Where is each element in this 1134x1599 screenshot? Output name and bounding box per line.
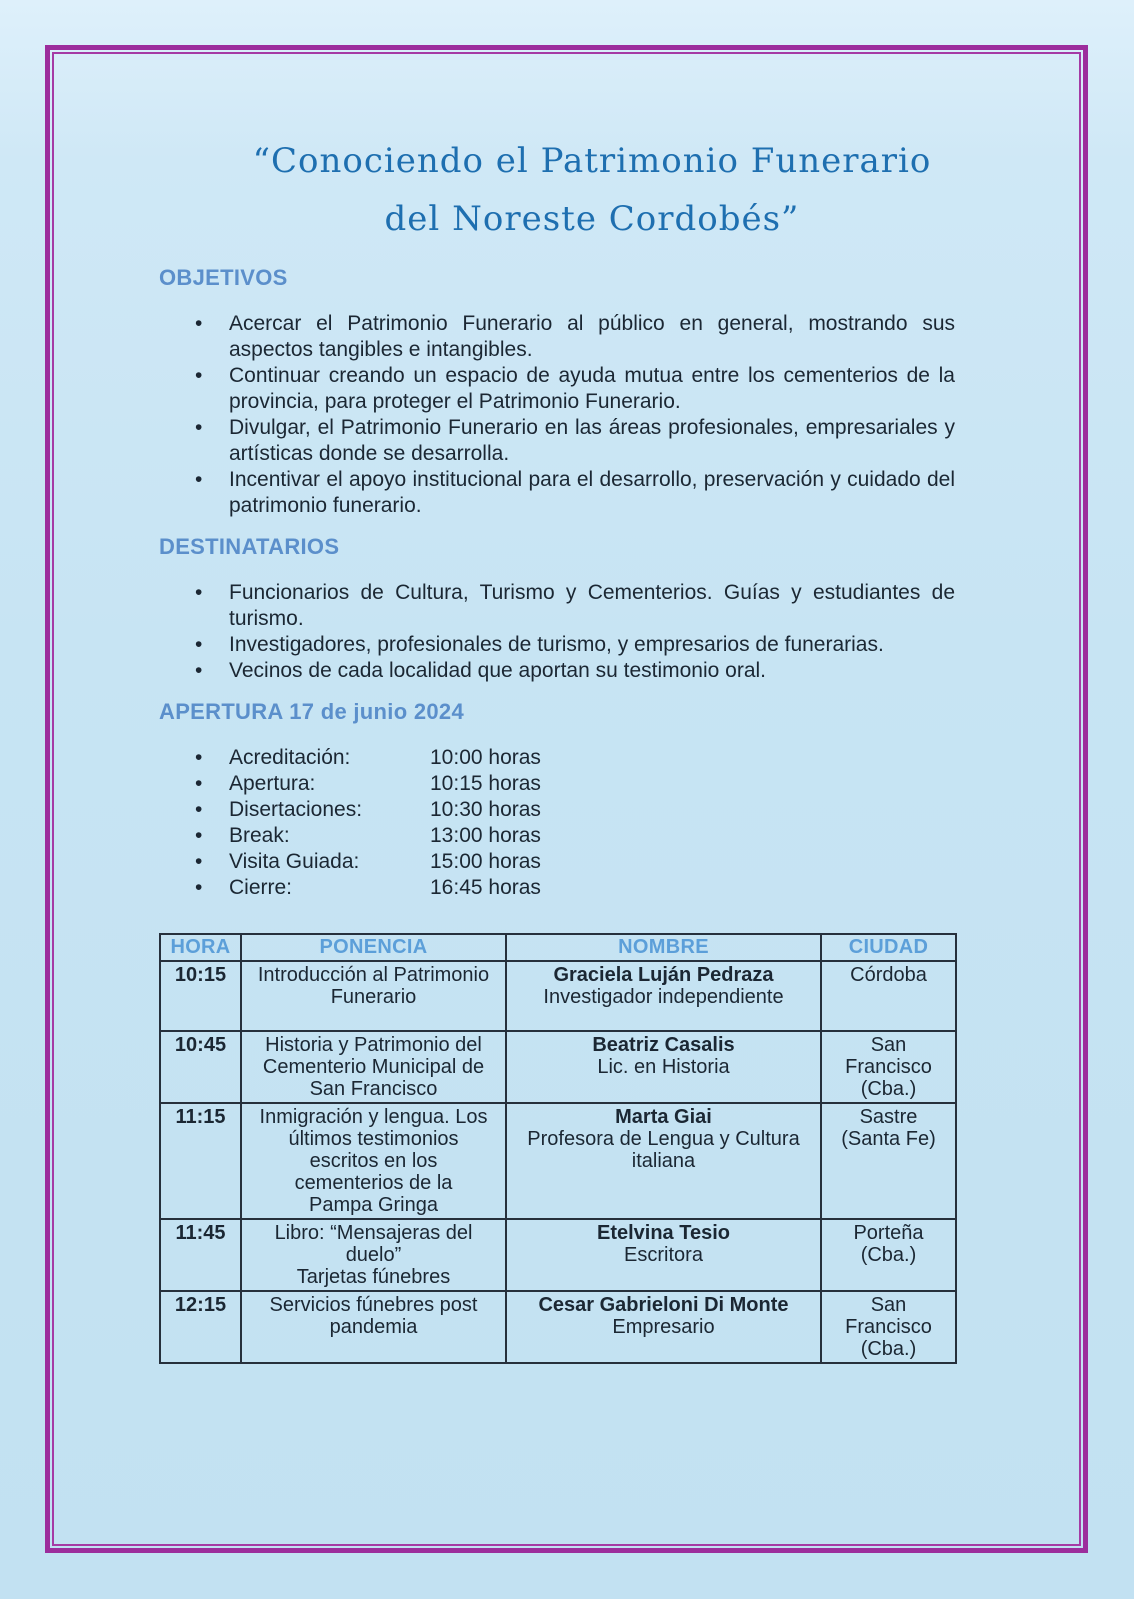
- ciudad-line: (Cba.): [860, 1244, 917, 1266]
- apertura-heading: APERTURA 17 de junio 2024: [159, 699, 464, 724]
- table-row: [160, 1219, 956, 1291]
- speaker-role: Lic. en Historia: [597, 1056, 730, 1078]
- speaker-name: Beatriz Casalis: [592, 1034, 735, 1056]
- ciudad-line: Sastre: [859, 1106, 918, 1128]
- destinatarios-heading: DESTINATARIOS: [159, 534, 340, 559]
- destinatario-text: Funcionarios de Cultura, Turismo y Cementerios. Guías y estudiantes de turismo.: [229, 581, 955, 630]
- list-item: [159, 632, 955, 658]
- bullet-icon: •: [195, 824, 203, 847]
- ponencia-line: Tarjetas fúnebres: [296, 1266, 451, 1288]
- objetivo-text: Divulgar, el Patrimonio Funerario en las áreas profesionales, empresariales y artísticas donde se desarrolla.: [229, 416, 955, 465]
- list-item: [159, 415, 955, 467]
- list-item: [159, 311, 955, 363]
- list-item: [159, 467, 955, 519]
- schedule-time: 10:30 horas: [430, 798, 541, 821]
- schedule-label: Acreditación:: [229, 746, 351, 769]
- bullet-icon: •: [195, 746, 203, 769]
- schedule-time: 15:00 horas: [430, 850, 541, 873]
- schedule-label: Cierre:: [229, 876, 293, 899]
- speaker-role: italiana: [631, 1150, 696, 1172]
- schedule-item: [159, 797, 955, 823]
- program-table: [159, 933, 957, 1364]
- schedule-time: 10:00 horas: [430, 746, 541, 769]
- ciudad-line: (Cba.): [860, 1078, 917, 1100]
- schedule-time: 10:15 horas: [430, 772, 541, 795]
- speaker-role: Profesora de Lengua y Cultura: [527, 1128, 800, 1150]
- ciudad-line: Porteña: [853, 1222, 924, 1244]
- hora-cell: 12:15: [160, 1291, 241, 1363]
- ciudad-line: Francisco: [845, 1316, 932, 1338]
- objetivo-text: Continuar creando un espacio de ayuda mutua entre los cementerios de la provincia, para proteger el Patrimonio Funerario.: [229, 364, 955, 413]
- event-title: [159, 132, 955, 248]
- schedule-item: [159, 823, 955, 849]
- ponencia-line: escritos en los: [309, 1150, 438, 1172]
- decorative-border-inner: [52, 52, 1081, 1546]
- bullet-icon: •: [195, 633, 203, 656]
- ponencia-cell: [241, 1219, 506, 1291]
- ponencia-line: Introducción al Patrimonio: [257, 964, 490, 986]
- destinatario-text: Investigadores, profesionales de turismo, y empresarios de funerarias.: [229, 633, 884, 656]
- list-item: [159, 580, 955, 632]
- ponencia-line: Historia y Patrimonio del: [265, 1034, 482, 1056]
- nombre-cell: [506, 961, 821, 1031]
- schedule-label: Break:: [229, 824, 290, 847]
- speaker-name: Cesar Gabrieloni Di Monte: [538, 1294, 789, 1316]
- schedule-item: [159, 771, 955, 797]
- objetivos-list: [159, 311, 955, 519]
- header-nombre: NOMBRE: [506, 934, 821, 961]
- table-header-row: [160, 934, 956, 961]
- ponencia-line: pandemia: [329, 1316, 418, 1338]
- nombre-cell: [506, 1219, 821, 1291]
- ciudad-line: (Cba.): [860, 1338, 917, 1360]
- bullet-icon: •: [195, 772, 203, 795]
- ponencia-line: San Francisco: [309, 1078, 438, 1100]
- ponencia-line: cementerios de la: [294, 1172, 453, 1194]
- schedule-label: Apertura:: [229, 772, 316, 795]
- ponencia-line: Libro: “Mensajeras del: [274, 1222, 473, 1244]
- bullet-icon: •: [195, 581, 203, 604]
- ciudad-line: San: [870, 1034, 907, 1056]
- speaker-role: Investigador independiente: [543, 986, 784, 1008]
- speaker-name: Graciela Luján Pedraza: [553, 964, 774, 986]
- bullet-icon: •: [195, 798, 203, 821]
- bullet-icon: •: [195, 850, 203, 873]
- table-row: [160, 1291, 956, 1363]
- schedule-label: Disertaciones:: [229, 798, 363, 821]
- ciudad-cell: [821, 1291, 956, 1363]
- ponencia-line: Pampa Gringa: [309, 1194, 438, 1216]
- ponencia-cell: [241, 1103, 506, 1219]
- schedule-item: [159, 849, 955, 875]
- list-item: [159, 658, 955, 684]
- bullet-icon: •: [195, 876, 203, 899]
- ponencia-cell: [241, 1031, 506, 1103]
- ciudad-cell: [821, 1219, 956, 1291]
- hora-cell: 11:45: [160, 1219, 241, 1291]
- ponencia-cell: [241, 1291, 506, 1363]
- ciudad-cell: [821, 961, 956, 1031]
- hora-cell: 11:15: [160, 1103, 241, 1219]
- document-content: [159, 54, 955, 1364]
- speaker-role: Escritora: [624, 1244, 703, 1266]
- bullet-icon: •: [195, 364, 203, 387]
- ciudad-cell: [821, 1103, 956, 1219]
- bullet-icon: •: [195, 416, 203, 439]
- schedule-item: [159, 875, 955, 901]
- ponencia-line: Servicios fúnebres post: [269, 1294, 478, 1316]
- ciudad-line: Córdoba: [850, 964, 927, 986]
- ponencia-cell: [241, 961, 506, 1031]
- ciudad-cell: [821, 1031, 956, 1103]
- event-title-line-1: “Conociendo el Patrimonio Funerario: [252, 141, 932, 181]
- speaker-role: Empresario: [612, 1316, 715, 1338]
- nombre-cell: [506, 1103, 821, 1219]
- objetivo-text: Acercar el Patrimonio Funerario al público en general, mostrando sus aspectos tangibles e intangibles.: [229, 312, 955, 361]
- decorative-border-frame: [45, 45, 1088, 1553]
- ciudad-line: Francisco: [845, 1056, 932, 1078]
- apertura-schedule-list: [159, 745, 955, 901]
- list-item: [159, 363, 955, 415]
- bullet-icon: •: [195, 468, 203, 491]
- bullet-icon: •: [195, 659, 203, 682]
- ponencia-line: Funerario: [330, 986, 417, 1008]
- bullet-icon: •: [195, 312, 203, 335]
- destinatarios-list: [159, 580, 955, 684]
- event-title-line-2: del Noreste Cordobés”: [384, 199, 800, 239]
- header-ciudad: CIUDAD: [821, 934, 956, 961]
- table-row: [160, 1103, 956, 1219]
- schedule-item: [159, 745, 955, 771]
- objetivo-text: Incentivar el apoyo institucional para el desarrollo, preservación y cuidado del patrimonio funerario.: [229, 468, 955, 517]
- table-row: [160, 1031, 956, 1103]
- speaker-name: Marta Giai: [615, 1106, 712, 1128]
- hora-cell: 10:15: [160, 961, 241, 1031]
- ponencia-line: Cementerio Municipal de: [262, 1056, 485, 1078]
- schedule-time: 16:45 horas: [430, 876, 541, 899]
- table-row: [160, 961, 956, 1031]
- objetivos-heading: OBJETIVOS: [159, 265, 288, 290]
- schedule-time: 13:00 horas: [430, 824, 541, 847]
- ciudad-line: (Santa Fe): [841, 1128, 936, 1150]
- destinatario-text: Vecinos de cada localidad que aportan su testimonio oral.: [229, 659, 767, 682]
- nombre-cell: [506, 1291, 821, 1363]
- hora-cell: 10:45: [160, 1031, 241, 1103]
- ciudad-line: San: [870, 1294, 907, 1316]
- header-hora: HORA: [160, 934, 241, 961]
- ponencia-line: duelo”: [345, 1244, 402, 1266]
- ponencia-line: últimos testimonios: [288, 1128, 459, 1150]
- schedule-label: Visita Guiada:: [229, 850, 360, 873]
- header-ponencia: PONENCIA: [241, 934, 506, 961]
- ponencia-line: Inmigración y lengua. Los: [259, 1106, 488, 1128]
- nombre-cell: [506, 1031, 821, 1103]
- speaker-name: Etelvina Tesio: [596, 1222, 730, 1244]
